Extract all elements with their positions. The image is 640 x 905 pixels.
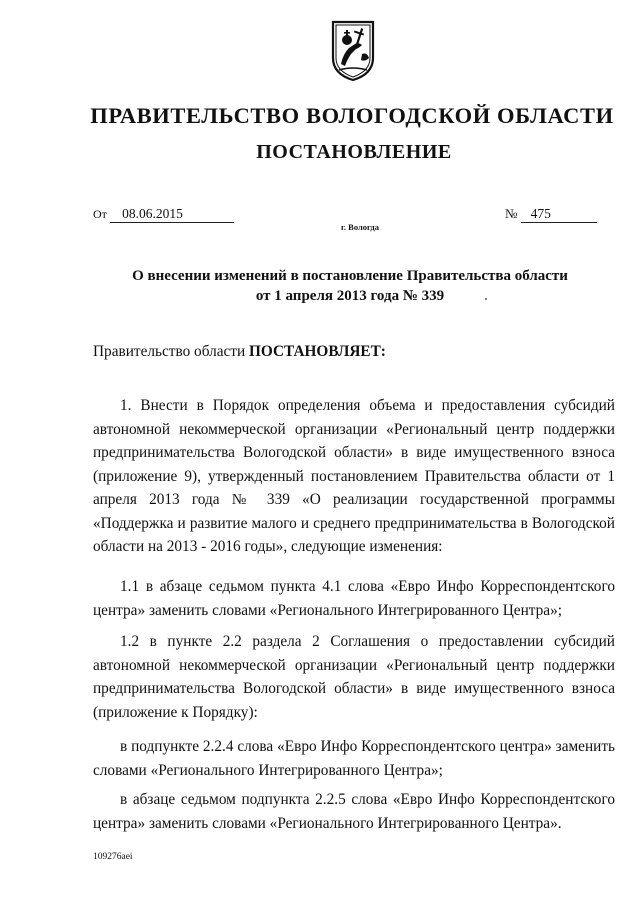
date-field — [93, 205, 234, 223]
paragraph-1-2-text: 1.2 в пункте 2.2 раздела 2 Соглашения о предоставлении субсидий автономной некоммерческой организации «Региональный центр поддержки предпринимательства Вологодской области» в виде имущественного взноса (приложение к Порядку): — [93, 633, 615, 721]
government-title: ПРАВИТЕЛЬСТВО ВОЛОГОДСКОЙ ОБЛАСТИ — [90, 103, 614, 128]
document-subject — [90, 266, 610, 306]
paragraph-1-2-b — [93, 788, 615, 835]
paragraph-1-2-b-text: в абзаце седьмом подпункта 2.2.5 слова «Евро Инфо Корреспондентского центра» заменить словами «Регионального Интегрированного Центра». — [93, 791, 615, 832]
stray-dot — [485, 298, 487, 300]
preamble-text: Правительство области — [93, 343, 250, 360]
paragraph-1 — [93, 394, 615, 559]
paragraph-1-2 — [93, 630, 615, 724]
footer-code: 109276аei — [93, 852, 133, 862]
paragraph-1-1-text: 1.1 в абзаце седьмом пункта 4.1 слова «Евро Инфо Корреспондентского центра» заменить словами «Регионального Интегрированного Центра»; — [93, 578, 615, 619]
paragraph-1-2-a — [93, 735, 615, 782]
paragraph-1-1 — [93, 575, 615, 622]
number-field — [505, 205, 597, 223]
subject-line-2: от 1 апреля 2013 года № 339 — [255, 288, 445, 304]
paragraph-1-2-a-text: в подпункте 2.2.4 слова «Евро Инфо Корреспондентского центра» заменить словами «Регионального Интегрированного Центра»; — [93, 738, 615, 779]
date-value: 08.06.2015 — [110, 205, 234, 223]
document-type-title: ПОСТАНОВЛЕНИЕ — [256, 141, 452, 163]
coat-of-arms-emblem — [329, 18, 377, 82]
number-prefix: № — [505, 206, 518, 221]
subject-line-1: О внесении изменений в постановление Правительства области — [132, 268, 568, 284]
number-value: 475 — [521, 205, 597, 223]
city-label: г. Вологда — [341, 222, 379, 232]
preamble-emphasis: ПОСТАНОВЛЯЕТ: — [249, 343, 386, 360]
preamble — [93, 340, 615, 364]
paragraph-1-text: 1. Внести в Порядок определения объема и предоставления субсидий автономной некоммерческой организации «Региональный центр поддержки предпринимательства Вологодской области» в виде имущественного взноса (приложение 9), утвержденный постановлением Правительства области от 1 апреля 2013 года № 339 «О реализации государственной программы «Поддержка и развитие малого и среднего предпринимательства в Вологодской области на 2013 - 2016 годы», следующие изменения: — [93, 397, 615, 555]
date-prefix: От — [93, 207, 107, 221]
